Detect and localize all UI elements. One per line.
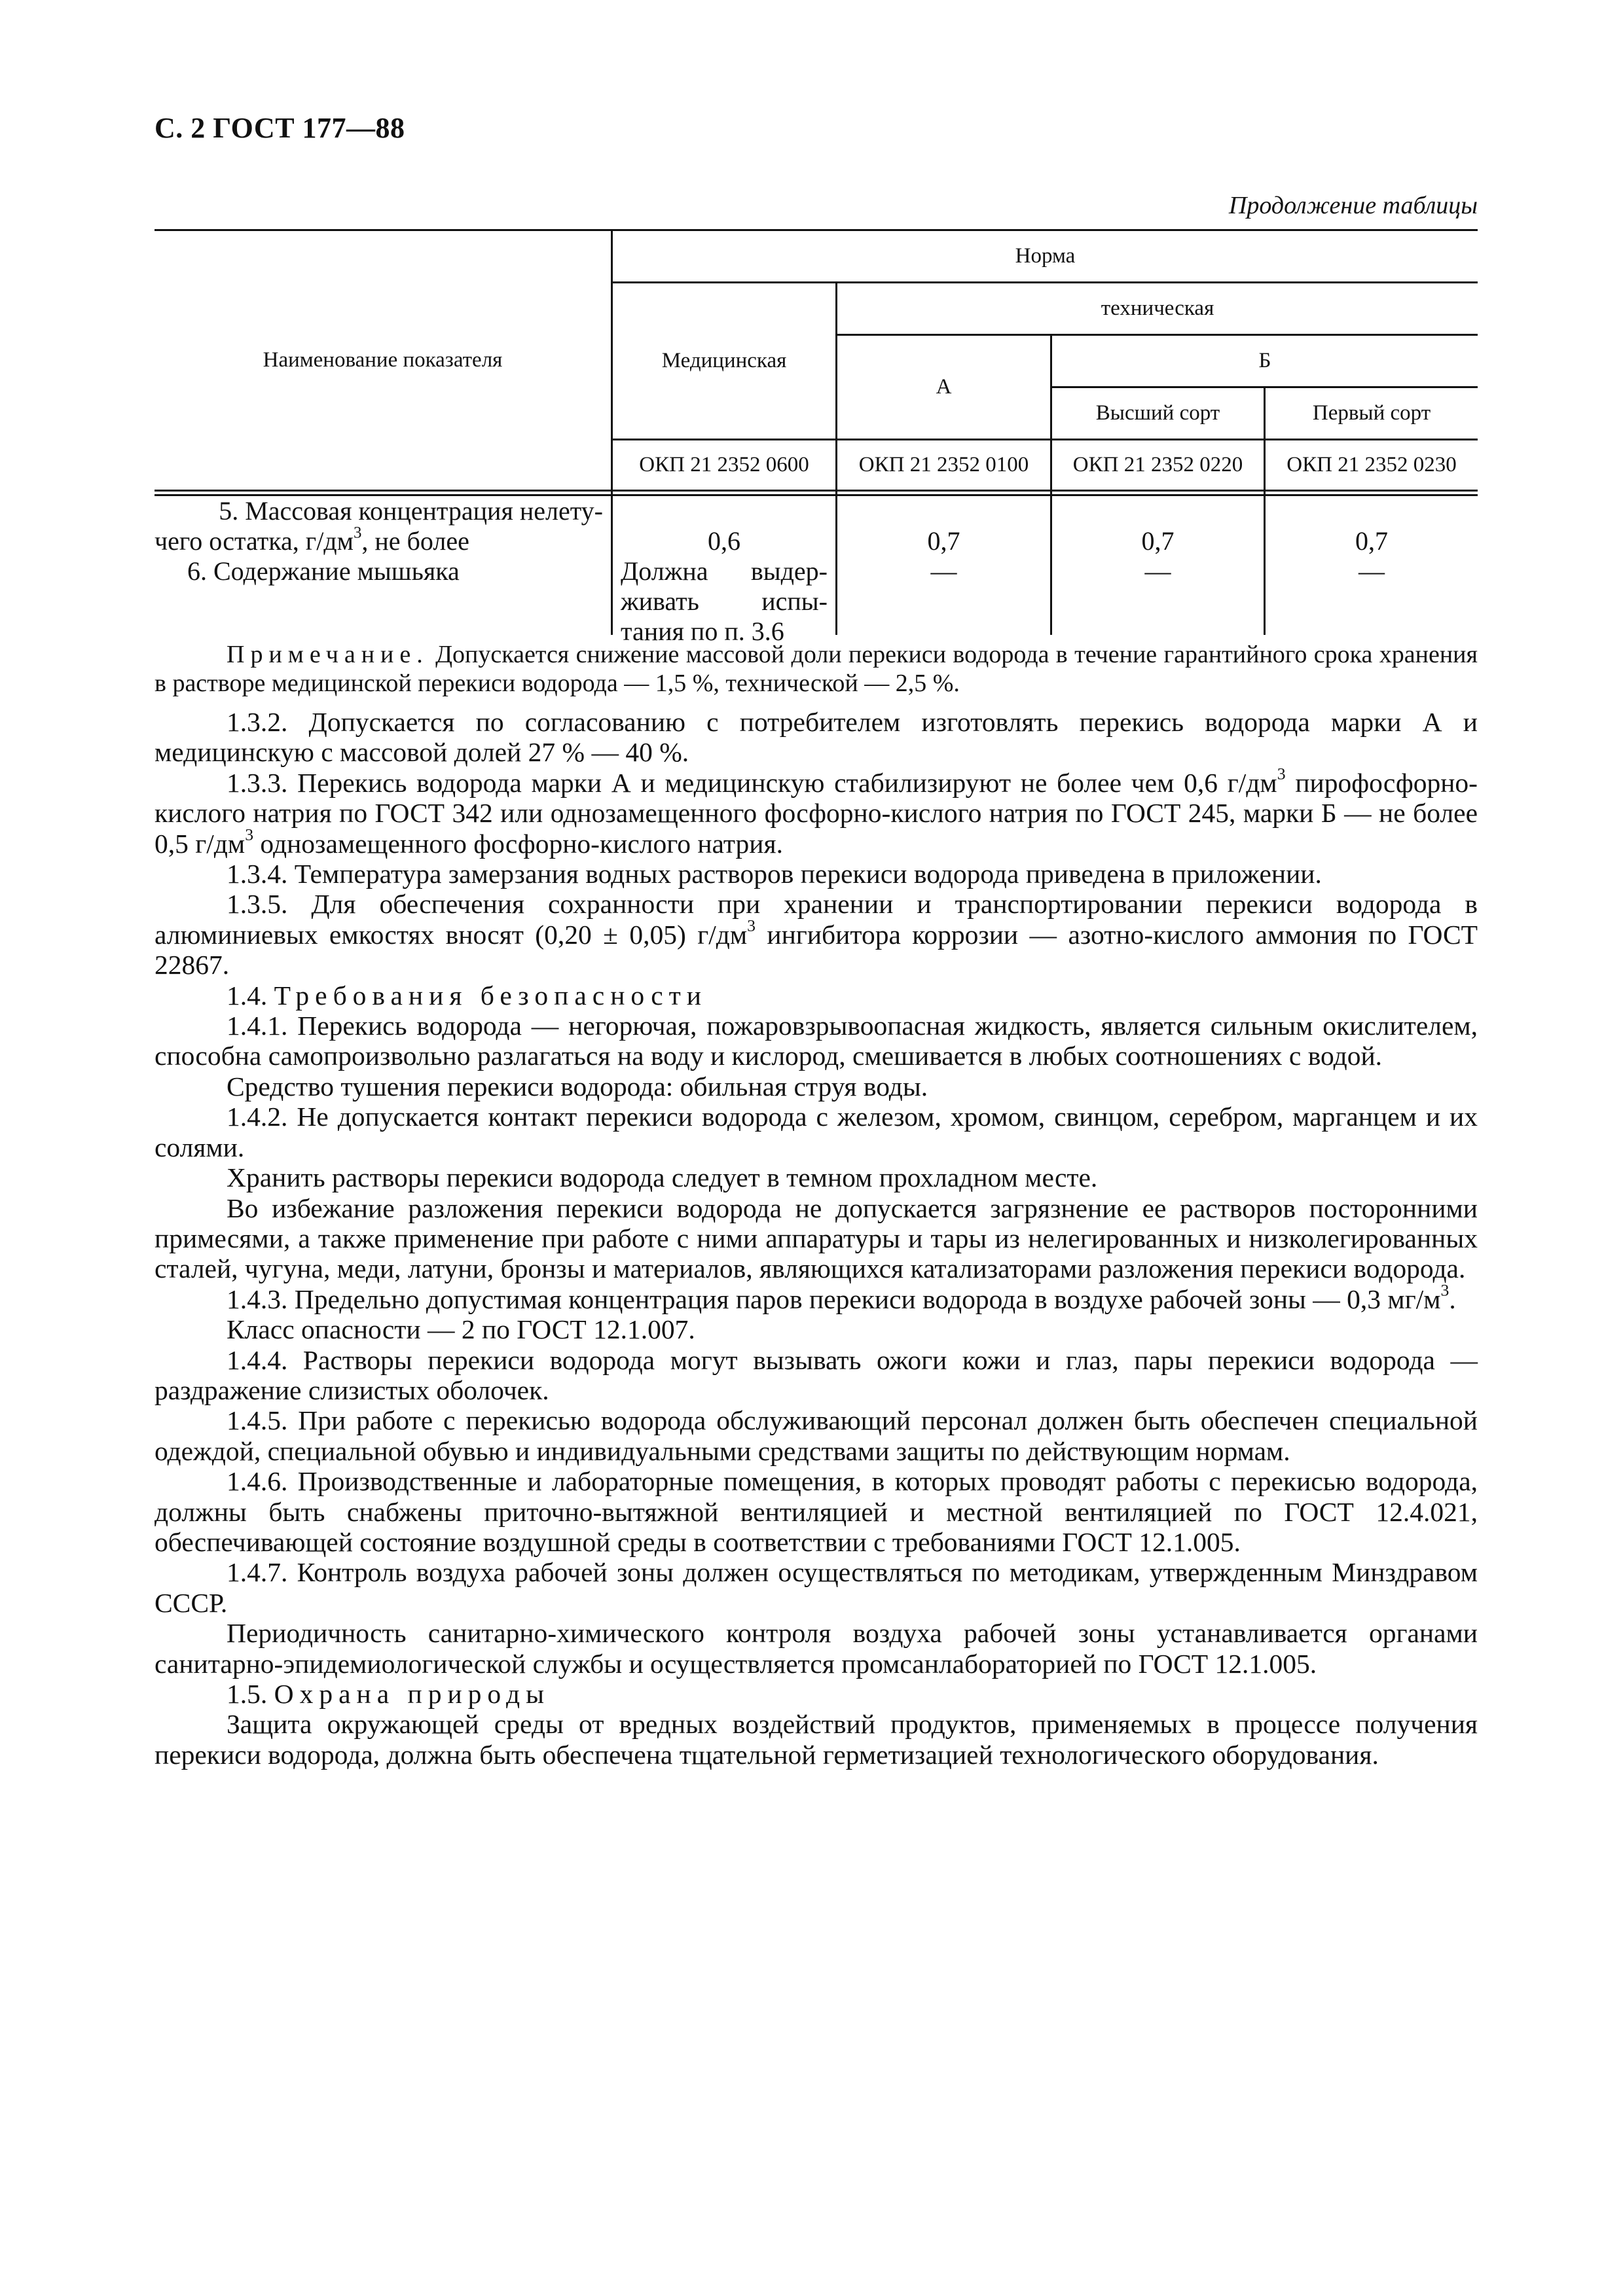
row-6-top-grade: — [1144, 556, 1171, 586]
section-heading-1-5: 1.5. Охрана природы [227, 1679, 550, 1709]
row-6-medical-line2: живать испы- [621, 586, 828, 616]
paragraph-1-4-2: 1.4.2. Не допускается контакт перекиси водорода с железом, хромом, свинцом, серебром, марганцем и их солями. [155, 1102, 1478, 1162]
technical-header: техническая [1101, 296, 1214, 320]
row-6-first-grade: — [1359, 556, 1385, 586]
paragraph-hazard-class: Класс опасности — 2 по ГОСТ 12.1.007. [227, 1314, 695, 1345]
okp-code-medical: ОКП 21 2352 0600 [639, 452, 809, 476]
paragraph-1-4-4: 1.4.4. Растворы перекиси водорода могут вызывать ожоги кожи и глаз, пары перекиси водорода — раздражение слизистых оболочек. [155, 1344, 1478, 1405]
paragraph-1-4-7: 1.4.7. Контроль воздуха рабочей зоны должен осуществляться по методикам, утвержденным Минздравом СССР. [155, 1557, 1478, 1618]
row-5-name [155, 496, 603, 556]
table-rule-header-bottom-1 [155, 490, 1478, 492]
row-6-medical-line3: тания по п. 3.6 [621, 617, 784, 646]
row-6-name: 6. Содержание мышьяка [187, 556, 460, 586]
continuation-label: Продолжение таблицы [1228, 192, 1478, 219]
paragraph-contamination: Во избежание разложения перекиси водорода не допускается загрязнение ее растворов посторонними примесями, а также применение при работе с ними аппаратуры и тары из нелегированных и низколегированных сталей, чугуна, меди, латуни, бронзы и материалов, являющихся катализаторами разложения перекиси водорода. [155, 1193, 1478, 1284]
grade-a-header: А [936, 374, 952, 399]
specs-table [155, 229, 1478, 646]
first-grade-header: Первый сорт [1312, 401, 1431, 425]
body-text [155, 640, 1478, 1770]
col-name-header: Наименование показателя [263, 348, 503, 372]
row-5-first-grade: 0,7 [1355, 526, 1388, 556]
paragraph-1-4-5: 1.4.5. При работе с перекисью водорода обслуживающий персонал должен быть обеспечен специальной одеждой, специальной обувью и индивидуальными средствами защиты по действующим нормам. [155, 1405, 1478, 1466]
row-5-top-grade: 0,7 [1141, 526, 1175, 556]
norm-header: Норма [1015, 243, 1076, 268]
paragraph-storage: Хранить растворы перекиси водорода следует в темном прохладном месте. [227, 1162, 1098, 1193]
paragraph-1-3-5: 1.3.5. Для обеспечения сохранности при хранении и транспортировании перекиси водорода в алюминиевых емкостях вносят (0,20 ± 0,05) $г/дм^3$ ингибитора коррозии — азотно-кислого аммония по ГОСТ 22867. [155, 889, 1478, 980]
row-5-medical: 0,6 [708, 526, 740, 556]
row-6-medical-line1: Должна выдер- [621, 556, 828, 586]
paragraph-1-3-2: 1.3.2. Допускается по согласованию с потребителем изготовлять перекись водорода марки А и медицинскую с массовой долей 27 % — 40 %. [155, 707, 1478, 768]
medical-header: Медицинская [661, 348, 787, 372]
paragraph-1-4-1: 1.4.1. Перекись водорода — негорючая, пожаровзрывоопасная жидкость, является сильным окислителем, способна самопроизвольно разлагаться на воду и кислород, смешивается в любых соотношениях с водой. [155, 1011, 1478, 1071]
row-5-name-line1: 5. Массовая концентрация нелету- [219, 496, 603, 526]
paragraph-1-3-4: 1.3.4. Температура замерзания водных растворов перекиси водорода приведена в приложении. [227, 859, 1322, 889]
note-label: Примечание. [227, 641, 429, 668]
top-grade-header: Высший сорт [1095, 401, 1220, 425]
page-header: С. 2 ГОСТ 177—88 [155, 112, 405, 144]
row-6-medical [621, 556, 828, 647]
okp-code-grade-a: ОКП 21 2352 0100 [858, 452, 1029, 476]
grade-b-header: Б [1258, 348, 1271, 372]
table-note [155, 640, 1478, 698]
paragraph-1-5: Защита окружающей среды от вредных воздействий продуктов, применяемых в процессе получения перекиси водорода, должна быть обеспечена тщательной герметизацией технологического оборудования. [155, 1709, 1478, 1770]
paragraph-extinguishing: Средство тушения перекиси водорода: обильная струя воды. [227, 1071, 928, 1102]
okp-code-first-grade: ОКП 21 2352 0230 [1286, 452, 1457, 476]
paragraph-1-4-6: 1.4.6. Производственные и лабораторные помещения, в которых проводят работы с перекисью водорода, должны быть снабжены приточно-вытяжной вентиляцией и местной вентиляцией по ГОСТ 12.4.021, обеспечивающей состояние воздушной среды в соответствии с требованиями ГОСТ 12.1.005. [155, 1466, 1478, 1557]
paragraph-periodicity: Периодичность санитарно-химического контроля воздуха рабочей зоны устанавливается органами санитарно-эпидемиологической службы и осуществляется промсанлабораторией по ГОСТ 12.1.005. [155, 1618, 1478, 1679]
note-text: Допускается снижение массовой доли перекиси водорода в течение гарантийного срока хранения в растворе медицинской перекиси водорода — 1,5 %, технической — 2,5 %. [155, 641, 1478, 697]
paragraph-1-4-3: 1.4.3. Предельно допустимая концентрация паров перекиси водорода в воздухе рабочей зоны — 0,3 $мг/м^3$. [227, 1280, 1456, 1314]
row-5-grade-a: 0,7 [927, 526, 960, 556]
okp-code-top-grade: ОКП 21 2352 0220 [1072, 452, 1243, 476]
section-heading-1-4: 1.4. Требования безопасности [227, 980, 707, 1011]
row-5-name-line2: чего остатка, $г/дм^3$, не более [155, 524, 469, 556]
paragraph-1-3-3: 1.3.3. Перекись водорода марки А и медицинскую стабилизируют не более чем 0,6 $г/дм^3$ пирофосфорно-кислого натрия по ГОСТ 342 или однозамещенного фосфорно-кислого натрия по ГОСТ 245, марки Б — не более 0,5 $г/дм^3$ однозамещенного фосфорно-кислого натрия. [155, 764, 1478, 859]
row-6-grade-a: — [930, 556, 957, 586]
